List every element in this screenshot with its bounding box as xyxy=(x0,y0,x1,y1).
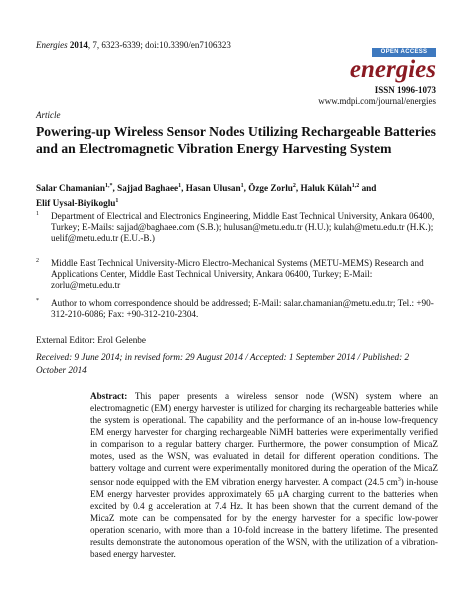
author-name: Salar Chamanian xyxy=(36,183,106,194)
affiliation-mark: * xyxy=(36,298,39,304)
author-sup: 2 xyxy=(292,183,296,189)
author-sup: 1 xyxy=(115,198,119,205)
author-name: Haluk Külah xyxy=(300,183,352,194)
open-access-badge: OPEN ACCESS xyxy=(372,48,436,57)
issn: ISSN 1996-1073 xyxy=(374,85,436,95)
article-type: Article xyxy=(36,110,61,120)
author-and: and xyxy=(361,183,377,194)
abstract xyxy=(90,390,438,560)
author-sup: 1 xyxy=(178,183,182,189)
author-sup: 1,2 xyxy=(351,183,360,189)
corresponding-mark: * xyxy=(109,183,113,189)
author-sup: 1, xyxy=(105,183,110,189)
affiliation-mark: 2 xyxy=(36,258,39,264)
author-name: Hasan Ulusan xyxy=(185,183,241,194)
citation-rest: , 7, 6323-6339; doi:10.3390/en7106323 xyxy=(87,40,231,50)
journal-url[interactable]: www.mdpi.com/journal/energies xyxy=(318,96,436,106)
author-name: Özge Zorlu xyxy=(248,183,293,194)
author-name: Sajjad Baghaee xyxy=(117,183,179,194)
citation-journal: Energies xyxy=(36,40,68,50)
abstract-text-1: This paper presents a wireless sensor node (WSN) system where an electromagnetic (EM) energy harvester is utilized for charging its rechargeable batteries while the system is operational. The capability and the performance of an in-house low-frequency EM energy harvester for charging rechargeable NiMH batteries were experimentally verified in comparison to a regular battery charger. Furthermore, the power consumption of MicaZ motes, used as the WSN, was evaluated in detail for different operation conditions. The battery voltage and current were experimentally monitored during the operation of the MicaZ sensor node equipped with the EM vibration energy harvester. A compact (24.5 cm xyxy=(90,391,438,488)
publication-dates: Received: 9 June 2014; in revised form: 29 August 2014 / Accepted: 1 September 2014 / Published: 2 October 2014 xyxy=(36,352,410,375)
author-name: Elif Uysal-Biyikoglu xyxy=(36,198,116,209)
affiliation-text: Middle East Technical University-Micro Electro-Mechanical Systems (METU-MEMS) Research and Applications Center, Middle East Technical University, Ankara 06400, Turkey; E-Mail: zorlu@metu.edu.tr xyxy=(51,258,424,290)
affiliation-text: Department of Electrical and Electronics Engineering, Middle East Technical University, Ankara 06400, Turkey; E-Mails: sajjad@baghaee.com (S.B.); hulusan@metu.edu.tr (H.U.); kulah@metu.edu.tr (H.K.); uelif@metu.edu.tr (E.U.-B.) xyxy=(51,211,435,243)
abstract-sup: 3 xyxy=(397,477,401,483)
external-editor: External Editor: Erol Gelenbe xyxy=(36,335,146,345)
affiliation-2 xyxy=(36,258,440,291)
author-sup: 1 xyxy=(240,183,244,189)
affiliation-text: Author to whom correspondence should be addressed; E-Mail: salar.chamanian@metu.edu.tr; Tel.: +90-312-210-6086; Fax: +90-312-210-2304. xyxy=(51,298,434,319)
affiliation-1 xyxy=(36,211,440,244)
abstract-text-2: ) in-house EM energy harvester provides approximately 65 μA charging current to the batteries when excited by 0.4 g acceleration at 7.4 Hz. It has been shown that the current demand of the MicaZ mote can be compensated for by the energy harvester for a specific low-power operation scenario, with more than a 10-fold increase in the battery lifetime. The presented results demonstrate the autonomous operation of the WSN, with the utilization of a vibration-based energy harvester. xyxy=(90,477,438,560)
affiliation-mark: 1 xyxy=(36,211,39,217)
author-list: Salar Chamanian$^{1,*}$, Sajjad Baghaee$^1$, Hasan Ulusan$^1$, Özge Zorlu$^2$, Haluk Külah$^{1,2}$ and Elif Uysal-Biyikoglu$^1$ xyxy=(36,183,377,209)
abstract-label: Abstract: xyxy=(90,391,128,401)
corresponding-note xyxy=(36,298,440,320)
journal-logo: energies xyxy=(349,56,436,83)
citation-line xyxy=(36,40,231,50)
citation-year: 2014 xyxy=(69,40,88,50)
paper-title: Powering-up Wireless Sensor Nodes Utilizing Rechargeable Batteries and an Electromagnetic Vibration Energy Harvesting System xyxy=(36,124,436,156)
